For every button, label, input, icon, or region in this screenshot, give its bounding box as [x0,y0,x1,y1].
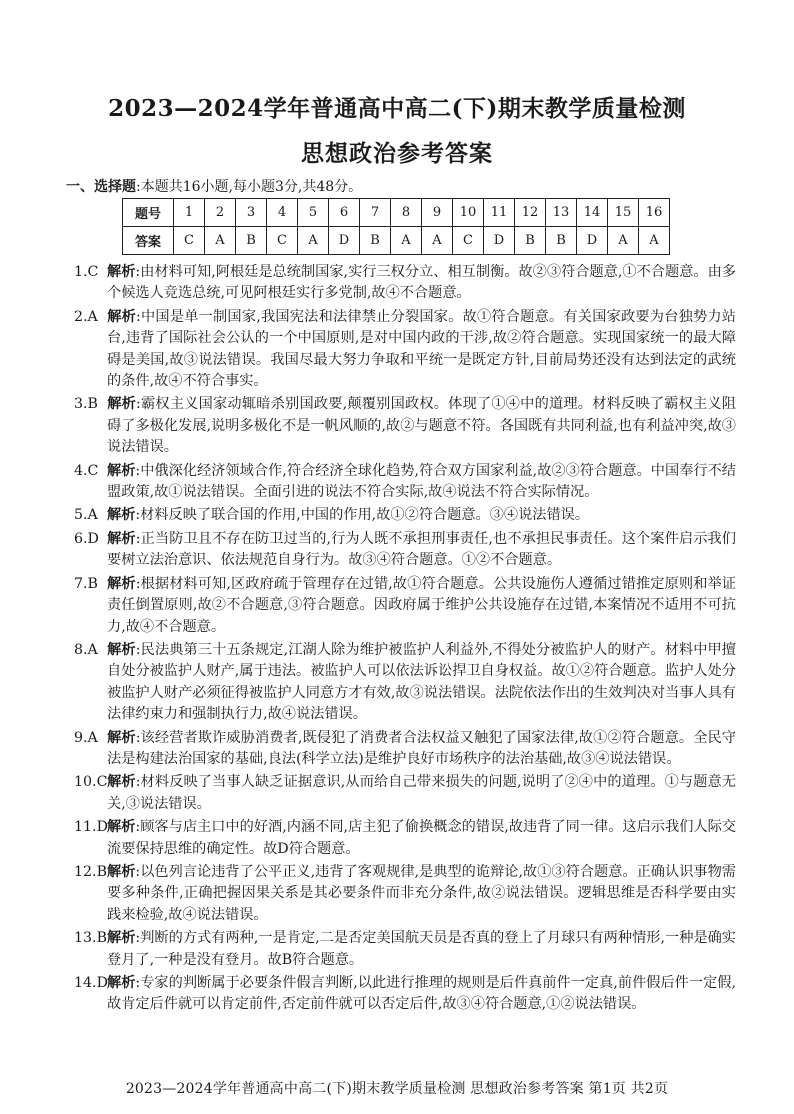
explanation-item [74,772,736,815]
question-number: 9 [422,199,453,227]
question-number: 13 [546,199,577,227]
answer-cell: D [484,227,515,255]
section-note: :本题共16小题,每小题3分,共48分。 [136,179,363,195]
item-text: :根据材料可知,区政府疏于管理存在过错,故①符合题意。公共设施伤人遵循过错推定原则和举证责任倒置原则,故②不合题意,③符合题意。因政府属于维护公共设施存在过错,本案情况不适用不可抗力,故④不合题意。 [107,575,736,635]
item-number: 9.A [74,729,98,746]
item-text: :由材料可知,阿根廷是总统制国家,实行三权分立、相互制衡。故②③符合题意,①不合题意。由多个候选人竞选总统,可见阿根廷实行多党制,故④不合题意。 [107,264,736,302]
item-text: :判断的方式有两种,一是肯定,二是否定美国航天员是否真的登上了月球只有两种情形,一种是确实登月了,一种是没有登月。故B符合题意。 [107,930,736,968]
answer-cell: A [639,227,670,255]
item-keyword: 解析 [107,819,136,836]
item-text: :民法典第三十五条规定,江湖人除为维护被监护人利益外,不得处分被监护人的财产。材料中甲擅自处分被监护人财产,属于违法。被监护人可以依法诉讼捍卫自身权益。故①②符合题意。监护人处分被监护人财产必须征得被监护人同意方才有效,故③说法错误。法院依法作出的生效判决对当事人具有法律约束力和强制执行力,故④说法错误。 [107,641,736,723]
item-number: 10.C [74,774,108,791]
question-number: 11 [484,199,515,227]
explanations [74,262,736,1018]
item-text: :中国是单一制国家,我国宪法和法律禁止分裂国家。故①符合题意。有关国家政要为台独势力站台,违背了国际社会公认的一个中国原则,是对中国内政的干涉,故②符合题意。实现国家统一的最大障碍是美国,故③说法错误。我国尽最大努力争取和平统一是既定方针,目前局势还没有达到法定的武统的条件,故④不符合事实。 [107,308,736,390]
question-number: 4 [267,199,298,227]
item-keyword: 解析 [107,930,136,947]
item-text: :材料反映了联合国的作用,中国的作用,故①②符合题意。③④说法错误。 [135,507,590,524]
question-number: 14 [577,199,608,227]
item-keyword: 解析 [107,975,136,991]
answer-table [122,198,670,255]
item-keyword: 解析 [107,575,136,592]
question-number: 16 [639,199,670,227]
question-number-row [123,199,670,227]
item-keyword: 解析 [107,729,136,746]
answer-cell: A [298,227,329,255]
question-number: 10 [453,199,484,227]
question-number: 8 [391,199,422,227]
section-label: 一、选择题 [66,179,136,195]
item-number: 12.B [74,863,107,880]
item-text: :顾客与店主口中的好酒,内涵不同,店主犯了偷换概念的错误,故违背了同一律。这启示我们人际交流要保持思维的确定性。故D符合题意。 [107,819,736,857]
item-text: :以色列言论违背了公平正义,违背了客观规律,是典型的诡辩论,故①③符合题意。正确认识事物需要多种条件,正确把握因果关系是其必要条件而非充分条件,故②说法错误。逻辑思维是否科学要由实践来检验,故④说法错误。 [107,863,736,923]
explanation-item [74,262,736,305]
document-subtitle: 思想政治参考答案 [301,140,493,167]
question-number: 7 [360,199,391,227]
item-text: :正当防卫且不存在防卫过当的,行为人既不承担刑事责任,也不承担民事责任。这个案件启示我们要树立法治意识、依法规范自身行为。故③④符合题意。①②不合题意。 [107,530,736,569]
item-keyword: 解析 [107,863,136,880]
row-header-answer: 答案 [123,227,174,255]
item-number: 11.D [74,819,108,836]
question-number: 12 [515,199,546,227]
item-text: :专家的判断属于必要条件假言判断,以此进行推理的规则是后件真前件一定真,前件假后件一定假,故肯定后件就可以肯定前件,否定前件就可以否定后件,故③④符合题意,①②说法错误。 [107,975,736,1013]
question-number: 6 [329,199,360,227]
item-text: :该经营者欺诈威胁消费者,既侵犯了消费者合法权益又触犯了国家法律,故①②符合题意。全民守法是构建法治国家的基础,良法(科学立法)是维护良好市场秩序的法治基础,故③④说法错误。 [107,729,736,767]
answer-cell: A [205,227,236,255]
explanation-item [74,728,736,771]
explanation-item [74,973,736,1016]
question-number: 3 [236,199,267,227]
explanation-item [74,862,736,926]
explanation-item [74,529,736,572]
page-footer: 2023—2024学年普通高中高二(下)期末教学质量检测 思想政治参考答案 第1页 共2页 [125,1081,669,1097]
item-number: 1.C [74,264,99,280]
explanation-item [74,307,736,393]
answer-cell: B [546,227,577,255]
item-number: 7.B [74,575,98,592]
answer-cell: A [391,227,422,255]
item-number: 3.B [74,396,98,413]
item-keyword: 解析 [107,308,137,325]
item-number: 13.B [74,930,107,947]
question-number: 15 [608,199,639,227]
item-number: 4.C [74,462,99,479]
question-number: 5 [298,199,329,227]
section-heading [66,176,362,196]
item-keyword: 解析 [107,462,136,479]
document-title: 2023—2024学年普通高中高二(下)期末教学质量检测 [108,95,686,122]
answer-cell: D [577,227,608,255]
question-number: 1 [174,199,205,227]
answer-cell: B [360,227,391,255]
item-number: 8.A [74,641,98,658]
item-text: :材料反映了当事人缺乏证据意识,从而给自己带来损失的问题,说明了②④中的道理。①与题意无关,③说法错误。 [107,774,736,812]
question-number: 2 [205,199,236,227]
item-keyword: 解析 [107,774,136,791]
item-keyword: 解析 [107,641,136,658]
answer-row [123,227,670,255]
item-number: 6.D [74,530,99,547]
explanation-item [74,574,736,638]
item-keyword: 解析 [107,264,136,280]
item-keyword: 解析 [107,507,136,524]
answer-cell: C [453,227,484,255]
item-text: :霸权主义国家动辄暗杀别国政要,颠覆别国政权。体现了①④中的道理。材料反映了霸权主义阻碍了多极化发展,说明多极化不是一帆风顺的,故②与题意不符。各国既有共同利益,也有利益冲突,故③说法错误。 [107,396,736,456]
answer-cell: A [422,227,453,255]
answer-cell: A [608,227,639,255]
explanation-item [74,928,736,971]
answer-cell: C [174,227,205,255]
explanation-item [74,461,736,504]
answer-cell: B [236,227,267,255]
item-text: :中俄深化经济领域合作,符合经济全球化趋势,符合双方国家利益,故②③符合题意。中国奉行不结盟政策,故①说法错误。全面引进的说法不符合实际,故④说法不符合实际情况。 [107,462,736,501]
answer-cell: D [329,227,360,255]
explanation-item [74,817,736,860]
row-header-number: 题号 [123,199,174,227]
answer-cell: B [515,227,546,255]
item-number: 14.D [74,975,108,991]
item-number: 2.A [74,308,98,325]
item-keyword: 解析 [107,530,136,547]
explanation-item [74,640,736,726]
item-keyword: 解析 [107,396,137,413]
explanation-item [74,394,736,458]
explanation-item [74,505,736,526]
item-number: 5.A [74,507,98,524]
answer-cell: C [267,227,298,255]
